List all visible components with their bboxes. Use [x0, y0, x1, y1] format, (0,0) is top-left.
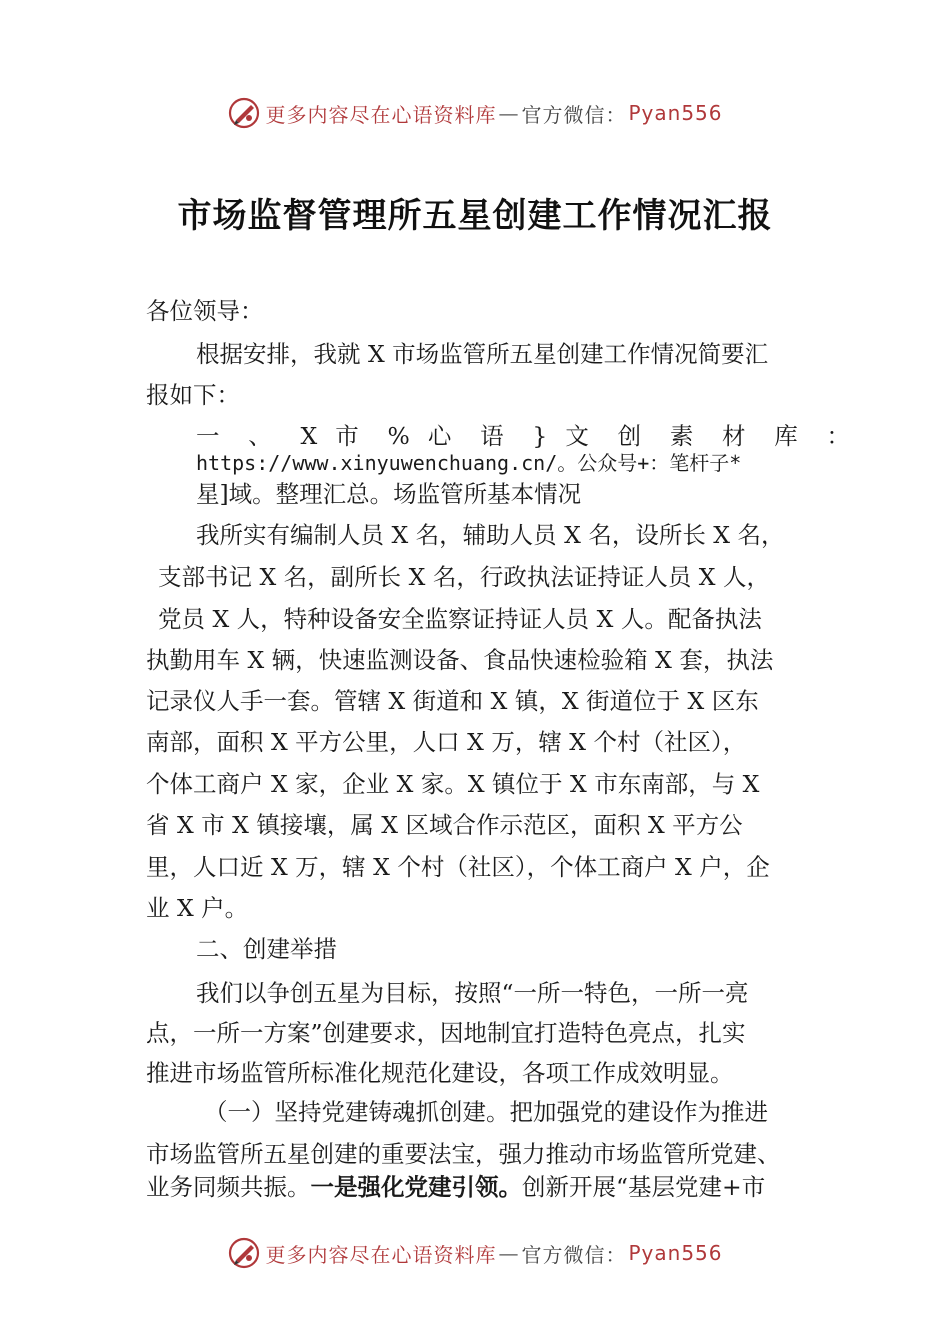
- body-line: 报如下：: [146, 381, 240, 409]
- body-line: 里，人口近 X 万，辖 X 个村（社区），个体工商户 X 户，企: [146, 853, 770, 881]
- banner-handle: Pyan556: [628, 1241, 723, 1265]
- body-line: 根据安排，我就 X 市场监管所五星创建工作情况简要汇: [196, 340, 769, 368]
- body-line: 星]域。整理汇总。场监管所基本情况: [196, 480, 582, 508]
- body-line: 我所实有编制人员 X 名，辅助人员 X 名，设所长 X 名，: [196, 521, 785, 549]
- line-tail: 创新开展“基层党建+市: [522, 1173, 766, 1201]
- banner-wechat-label: 官方微信：: [521, 1242, 627, 1267]
- header-watermark-banner: [0, 93, 950, 133]
- pen-logo-icon: [227, 96, 261, 130]
- body-line: 南部，面积 X 平方公里，人口 X 万，辖 X 个村（社区），: [146, 728, 747, 756]
- banner-text: 更多内容尽在心语资料库: [265, 1242, 497, 1267]
- body-line: 支部书记 X 名，副所长 X 名，行政执法证持证人员 X 人，: [158, 563, 771, 591]
- footer-watermark-banner: [0, 1233, 950, 1273]
- body-line: 执勤用车 X 辆，快速监测设备、食品快速检验箱 X 套，执法: [146, 646, 774, 674]
- body-line: 推进市场监管所标准化规范化建设，各项工作成效明显。: [146, 1059, 734, 1087]
- section-heading-spaced: 一 、 X 市 % 心 语 } 文 创 素 材 库 ：: [196, 422, 850, 450]
- line-lead: 业务同频共振。: [146, 1173, 311, 1201]
- bold-emphasis: 一是强化党建引领。: [310, 1173, 522, 1201]
- body-line: 党员 X 人，特种设备安全监察证持证人员 X 人。配备执法: [158, 605, 762, 633]
- section-heading: 二、创建举措: [196, 935, 337, 963]
- body-line: 省 X 市 X 镇接壤，属 X 区域合作示范区，面积 X 平方公: [146, 811, 743, 839]
- body-line: 我们以争创五星为目标，按照“一所一特色，一所一亮: [196, 979, 749, 1007]
- page-title: 市场监督管理所五星创建工作情况汇报: [177, 196, 773, 236]
- banner-separator: —: [498, 1241, 520, 1265]
- body-line: 业 X 户。: [146, 894, 249, 922]
- body-line-mixed: [146, 1168, 816, 1202]
- watermark-text-line: [196, 447, 850, 476]
- body-line: 个体工商户 X 家，企业 X 家。X 镇位于 X 市东南部，与 X: [146, 770, 760, 798]
- url-text: https://www.xinyuwenchuang.cn/。公众号+：笔杆子*: [196, 451, 742, 475]
- banner-text: 更多内容尽在心语资料库: [265, 102, 497, 127]
- body-line: 记录仪人手一套。管辖 X 街道和 X 镇，X 街道位于 X 区东: [146, 687, 759, 715]
- subsection-heading: （一）坚持党建铸魂抓创建。把加强党的建设作为推进: [204, 1098, 768, 1126]
- body-line: 市场监管所五星创建的重要法宝，强力推动市场监管所党建、: [146, 1140, 781, 1168]
- salutation: 各位领导：: [146, 297, 264, 325]
- banner-handle: Pyan556: [628, 101, 723, 125]
- banner-wechat-label: 官方微信：: [521, 102, 627, 127]
- pen-logo-icon: [227, 1236, 261, 1270]
- body-line: 点，一所一方案”创建要求，因地制宜打造特色亮点，扎实: [146, 1019, 746, 1047]
- banner-separator: —: [498, 101, 520, 125]
